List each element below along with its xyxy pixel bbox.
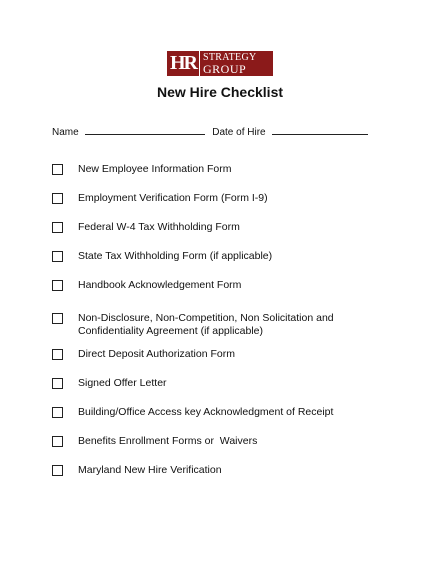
checklist-item-label: State Tax Withholding Form (if applicable) <box>78 250 273 262</box>
checkbox[interactable] <box>52 313 63 324</box>
page-title: New Hire Checklist <box>156 84 284 100</box>
checkbox[interactable] <box>52 193 63 204</box>
checklist-item-label: Federal W-4 Tax Withholding Form <box>78 221 240 233</box>
checklist-item <box>52 435 392 448</box>
checklist-item <box>52 406 392 419</box>
checkbox[interactable] <box>52 436 63 447</box>
checklist-item-label: Benefits Enrollment Forms or Waivers <box>78 435 258 447</box>
company-logo <box>167 51 273 76</box>
checklist-item-label: Non-Disclosure, Non-Competition, Non Solicitation and Confidentiality Agreement (if applicable) <box>78 312 334 337</box>
checklist-item-label: Handbook Acknowledgement Form <box>78 279 242 291</box>
checklist-item <box>52 348 392 361</box>
header-fields <box>52 125 368 138</box>
checklist-item <box>52 279 392 292</box>
logo-wordmark <box>199 51 273 76</box>
checkbox[interactable] <box>52 407 63 418</box>
logo-line-2: GROUP <box>203 61 247 76</box>
checklist-item <box>52 464 392 477</box>
checklist-item <box>52 163 392 176</box>
checkbox[interactable] <box>52 164 63 175</box>
date-of-hire-label: Date of Hire <box>212 127 266 138</box>
checkbox[interactable] <box>52 349 63 360</box>
checklist-item <box>52 192 392 205</box>
checkbox[interactable] <box>52 251 63 262</box>
checkbox[interactable] <box>52 465 63 476</box>
checklist-item <box>52 250 392 263</box>
checklist-item <box>52 312 392 338</box>
checklist-item-label: Employment Verification Form (Form I-9) <box>78 192 268 204</box>
name-label: Name <box>52 127 79 138</box>
checklist-item-label: New Employee Information Form <box>78 163 232 175</box>
checklist-item <box>52 221 392 234</box>
logo-line-1: STRATEGY <box>203 51 257 63</box>
name-field[interactable] <box>85 125 205 135</box>
checkbox[interactable] <box>52 280 63 291</box>
logo-mark: HR <box>167 51 199 76</box>
date-of-hire-field[interactable] <box>272 125 368 135</box>
checklist-item-label: Direct Deposit Authorization Form <box>78 348 235 360</box>
checklist-item-label: Building/Office Access key Acknowledgment of Receipt <box>78 406 334 418</box>
checklist-item-label: Signed Offer Letter <box>78 377 167 389</box>
checkbox[interactable] <box>52 222 63 233</box>
checklist-item-label: Maryland New Hire Verification <box>78 464 222 476</box>
checkbox[interactable] <box>52 378 63 389</box>
checklist-item <box>52 377 392 390</box>
